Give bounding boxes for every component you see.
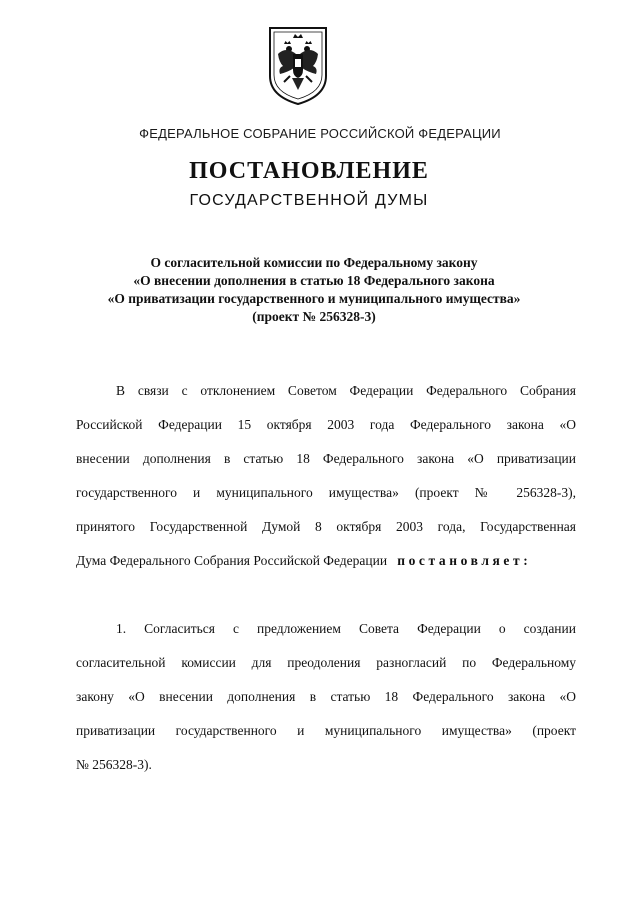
item-1-paragraph (76, 612, 576, 782)
emblem-icon (266, 24, 330, 108)
document-type: ПОСТАНОВЛЕНИЕ (189, 158, 429, 184)
document-title (60, 254, 568, 326)
text-line: государственного и муниципального имущества» (проект № 256328-3), (76, 485, 576, 500)
text-line: 1. Согласиться с предложением Совета Федерации о создании (116, 621, 576, 636)
text-line: принятого Государственной Думой 8 октября 2003 года, Государственная (76, 519, 576, 534)
text-line: согласительной комиссии для преодоления разногласий по Федеральному (76, 655, 576, 670)
title-line: О согласительной комиссии по Федеральному закону (150, 255, 478, 270)
text-line: Дума Федерального Собрания Российской Федерации (76, 553, 388, 568)
preamble-paragraph (76, 374, 576, 578)
resolves-keyword: постановляет: (397, 553, 532, 568)
text-line: закону «О внесении дополнения в статью 18 Федерального закона «О (76, 689, 576, 704)
text-line: приватизации государственного и муниципального имущества» (проект (76, 723, 576, 738)
text-line: Российской Федерации 15 октября 2003 года Федерального закона «О (76, 417, 576, 432)
text-line: № 256328-3). (76, 757, 152, 772)
organization-name: ФЕДЕРАЛЬНОЕ СОБРАНИЕ РОССИЙСКОЙ ФЕДЕРАЦИИ (139, 126, 501, 141)
title-line: «О приватизации государственного и муниципального имущества» (107, 291, 521, 306)
title-line: «О внесении дополнения в статью 18 Федерального закона (133, 273, 495, 288)
issuer-name: ГОСУДАРСТВЕННОЙ ДУМЫ (189, 192, 429, 209)
text-line: В связи с отклонением Советом Федерации Федерального Собрания (116, 383, 576, 398)
title-line: (проект № 256328-3) (252, 309, 376, 324)
text-line: внесении дополнения в статью 18 Федерального закона «О приватизации (76, 451, 576, 466)
text-line-resolution (76, 544, 576, 578)
